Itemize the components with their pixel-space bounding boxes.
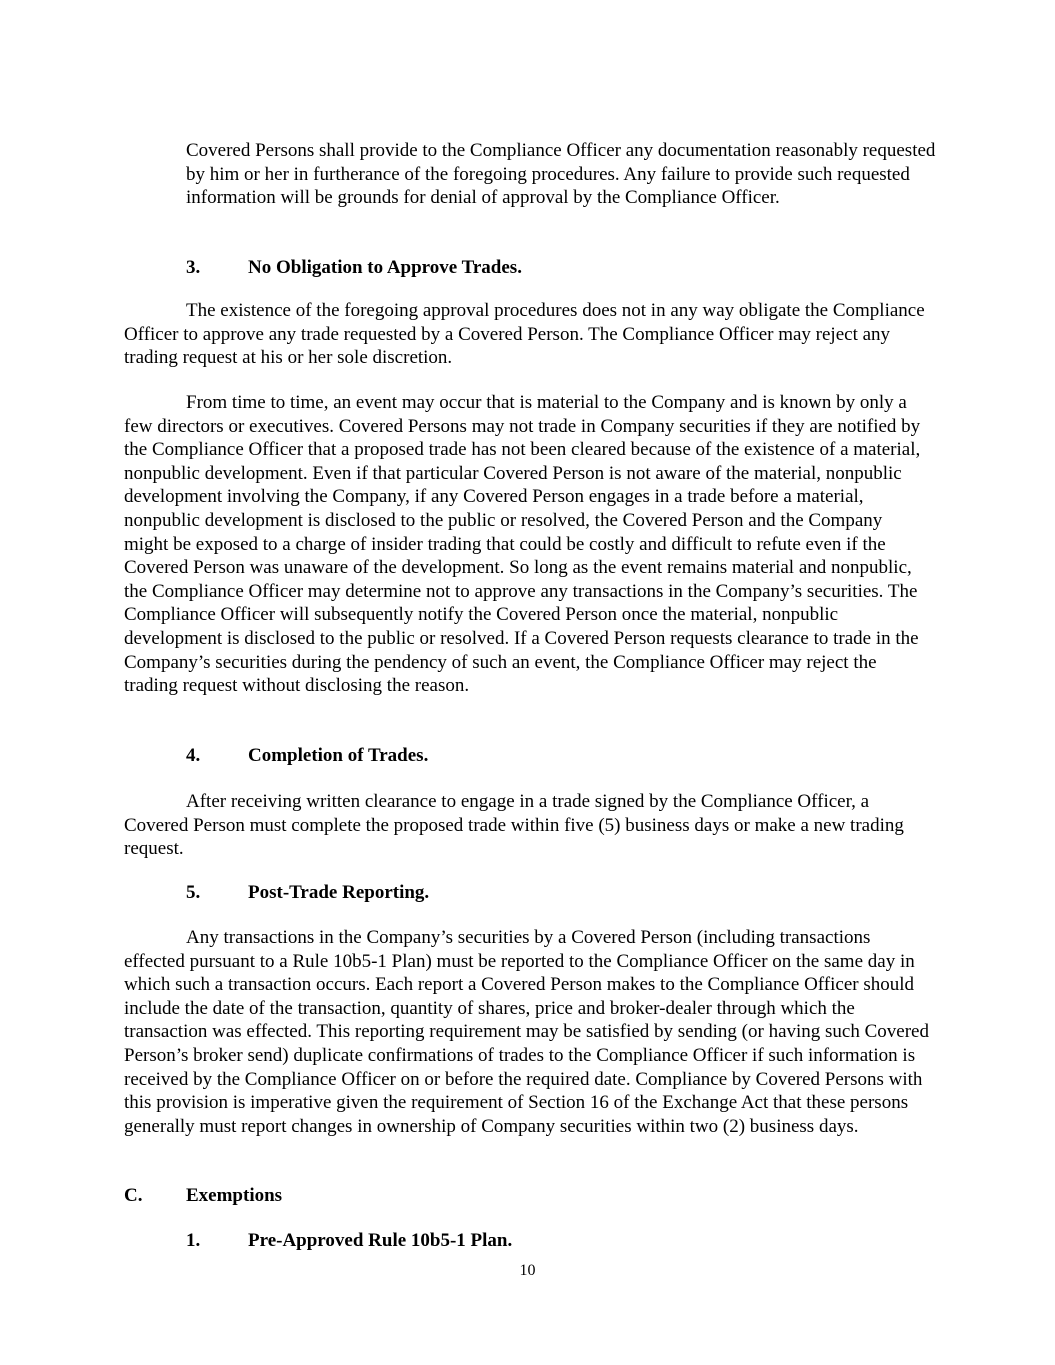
heading-completion-of-trades [186,744,886,768]
paragraph-completion-of-trades: After receiving written clearance to engage in a trade signed by the Compliance Officer, a Covered Person must complete the proposed trade within five (5) business days or make a new trading request. [124,791,904,860]
heading-post-trade-reporting [186,881,886,905]
paragraph-material-event: From time to time, an event may occur that is material to the Company and is known by only a few directors or executives. Covered Persons may not trade in Company securities if they are notified by the Compliance Officer that a proposed trade has not been cleared because of the existence of a material, nonpublic development. Even if that particular Covered Person is not aware of the material, nonpublic development involving the Company, if any Covered Person engages in a trade before a material, nonpublic development is disclosed to the public or resolved, the Covered Person and the Company might be exposed to a charge of insider trading that could be costly and difficult to refute even if the Covered Person was unaware of the development. So long as the event remains material and nonpublic, the Compliance Officer may determine not to approve any transactions in the Company’s securities. The Compliance Officer will subsequently notify the Covered Person once the material, nonpublic development is disclosed to the public or resolved. If a Covered Person requests clearance to trade in the Company’s securities during the pendency of such an event, the Compliance Officer may reject the trading request without disclosing the reason. [124,392,921,697]
page-number: 10 [519,1262,536,1279]
heading-number: C. [124,1185,143,1206]
paragraph-post-trade-reporting: Any transactions in the Company’s securities by a Covered Person (including transactions effected pursuant to a Rule 10b5-1 Plan) must be reported to the Compliance Officer on the same day in which such a transaction occurs. Each report a Covered Person makes to the Compliance Officer should include the date of the transaction, quantity of shares, price and broker-dealer through which the transaction was effected. This reporting requirement may be satisfied by sending (or having such Covered Person’s broker send) duplicate confirmations of trades to the Compliance Officer if such information is received by the Compliance Officer on or before the required date. Compliance by Covered Persons with this provision is imperative given the requirement of Section 16 of the Exchange Act that these persons generally must report changes in ownership of Company securities within two (2) business days. [124,927,929,1137]
heading-title: No Obligation to Approve Trades. [248,257,522,278]
paragraph-approval-not-obligated: The existence of the foregoing approval procedures does not in any way obligate the Compliance Officer to approve any trade requested by a Covered Person. The Compliance Officer may reject any trading request at his or her sole discretion. [124,300,925,369]
paragraph-documentation-requirement: Covered Persons shall provide to the Compliance Officer any documentation reasonably requested by him or her in furtherance of the foregoing procedures. Any failure to provide such requested information will be grounds for denial of approval by the Compliance Officer. [186,140,936,209]
heading-title: Pre-Approved Rule 10b5-1 Plan. [248,1230,513,1251]
heading-number: 5. [186,882,201,903]
heading-pre-approved-plan [186,1229,886,1253]
heading-title: Post-Trade Reporting. [248,882,430,903]
heading-exemptions [124,1184,824,1208]
heading-title: Exemptions [186,1185,283,1206]
heading-number: 4. [186,745,201,766]
heading-number: 1. [186,1230,201,1251]
heading-number: 3. [186,257,201,278]
heading-title: Completion of Trades. [248,745,429,766]
heading-no-obligation [186,256,886,280]
